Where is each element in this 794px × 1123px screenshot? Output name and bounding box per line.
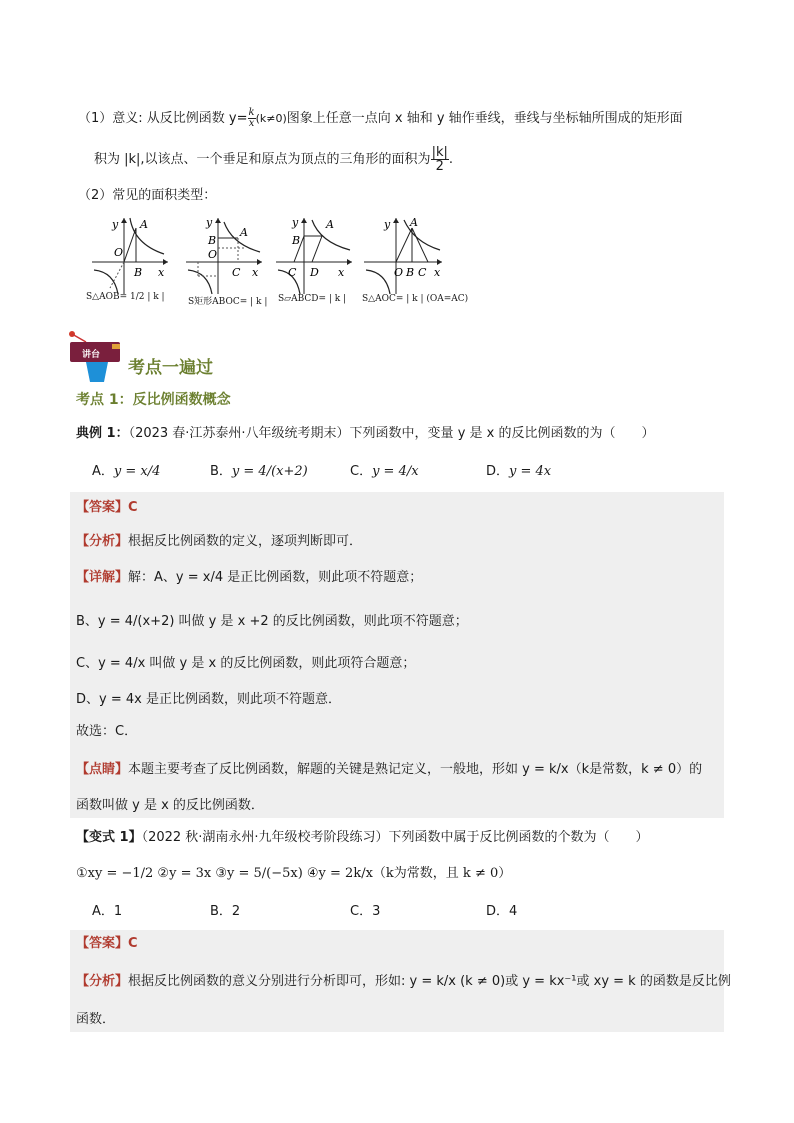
figure1-label-y: y [112, 218, 119, 231]
option-letter: B． [210, 904, 232, 919]
analysis-tag: 【分析】 [76, 974, 129, 989]
ex1-detail-a [76, 568, 422, 588]
option-letter: C． [350, 464, 373, 479]
option-letter: B． [210, 464, 232, 479]
figure4-label-a: A [410, 216, 418, 229]
option-expr: y = 4/(x+2) [231, 464, 308, 479]
option-letter: D． [486, 904, 510, 919]
ex1-label: 典例 1： [76, 426, 129, 441]
figure3-label-a: A [326, 218, 334, 231]
figure3-caption: S▱ABCD= | k | [278, 294, 347, 304]
ex1-analysis [76, 532, 362, 552]
figure4-label-o: O [394, 266, 404, 279]
answer-tag: 【答案】 [76, 500, 129, 515]
ex1-choice: 故选：C． [76, 724, 138, 739]
podium-badge-text: 讲台 [82, 350, 101, 360]
figure2-label-o: O [208, 248, 218, 261]
ex1-detail-d: D、y = 4x 是正比例函数，则此项不符题意． [76, 692, 341, 707]
analysis-text-1: 根据反比例函数的意义分别进行分析即可，形如: y = k/x (k ≠ 0)或 y = kx⁻¹或 xy = k 的函数是反比例 [128, 974, 731, 989]
var1-option-a[interactable] [92, 902, 122, 922]
var1-answer [76, 934, 138, 954]
meaning-line2-fraction [431, 146, 449, 173]
ex1-option-c[interactable] [350, 462, 419, 482]
figure1-caption: S△AOB= 1/2 | k | [86, 292, 165, 302]
fraction-denominator: x [248, 118, 255, 129]
ex1-detail-c: C、y = 4/x 叫做 y 是 x 的反比例函数，则此项符合题意； [76, 656, 416, 671]
figure4-caption: S△AOC= | k | (OA=AC) [362, 294, 469, 304]
detail-tag: 【详解】 [76, 570, 129, 585]
option-letter: A． [92, 904, 114, 919]
ex1-text: （2023 春·江苏泰州·八年级统考期末）下列函数中，变量 y 是 x 的反比例函数的为（ ） [128, 426, 655, 441]
meaning-number: （1） [78, 111, 113, 126]
figure-parallelogram-abcd [272, 214, 362, 296]
option-expr: y = 4x [509, 464, 552, 479]
figure2-label-b: B [208, 234, 217, 247]
figure-triangle-aoc [360, 214, 452, 296]
figure1-label-x: x [158, 266, 165, 279]
figure4-label-b: B [406, 266, 415, 279]
ex1-comment-2: 函数叫做 y 是 x 的反比例函数． [76, 798, 264, 813]
kp1-title: 考点 1：反比例函数概念 [76, 392, 231, 408]
answer-value: C [128, 936, 138, 951]
meaning-post: 图象上任意一点向 x 轴和 y 轴作垂线，垂线与坐标轴所围成的矩形面 [286, 111, 683, 126]
figure3-label-x: x [338, 266, 345, 279]
figure2-label-y: y [206, 216, 213, 229]
figure2-label-x: x [252, 266, 259, 279]
figure3-label-c: C [288, 266, 297, 279]
option-value: 4 [509, 904, 518, 919]
figure2-label-a: A [240, 226, 248, 239]
option-value: 1 [113, 904, 123, 919]
meaning-line2-text: 积为 |k|,以该点、一个垂足和原点为顶点的三角形的面积为 [94, 152, 431, 167]
var1-analysis-1 [76, 972, 731, 992]
ex1-option-d[interactable] [486, 462, 551, 482]
figure4-label-c: C [418, 266, 427, 279]
meaning-condition: (k≠0) [255, 112, 287, 125]
ex1-answer [76, 498, 138, 518]
meaning-line-2 [94, 146, 453, 173]
ex1-option-b[interactable] [210, 462, 308, 482]
figure4-label-x: x [434, 266, 441, 279]
detail-a-text: 解：A、y = x/4 是正比例函数，则此项不符题意； [128, 570, 423, 585]
var1-analysis-2: 函数． [76, 1012, 116, 1027]
figure-triangle-aob [88, 214, 178, 296]
option-letter: D． [486, 464, 510, 479]
figure3-label-b: B [292, 234, 301, 247]
figure1-label-a: A [140, 218, 148, 231]
figure3-label-y: y [292, 216, 299, 229]
figure-rectangle-aboc [182, 214, 272, 296]
option-expr: y = x/4 [113, 464, 161, 479]
fraction-denominator: 2 [435, 159, 444, 174]
podium-icon [64, 328, 126, 384]
figure3-label-d: D [310, 266, 319, 279]
var1-option-b[interactable] [210, 902, 240, 922]
figure1-label-b: B [134, 266, 143, 279]
comment-text-1: 本题主要考查了反比例函数，解题的关键是熟记定义，一般地，形如 y = k/x（k是常数，k ≠ 0）的 [128, 762, 703, 777]
section-title: 考点一遍过 [128, 358, 213, 378]
meaning-fraction [248, 108, 256, 129]
option-value: 3 [372, 904, 381, 919]
var1-option-c[interactable] [350, 902, 380, 922]
types-label: （2）常见的面积类型： [78, 188, 217, 203]
fraction-numerator: k [248, 107, 255, 118]
comment-tag: 【点睛】 [76, 762, 129, 777]
fraction-numerator: |k| [431, 145, 448, 160]
ex1-option-a[interactable] [92, 462, 160, 482]
analysis-tag: 【分析】 [76, 534, 129, 549]
figure4-label-y: y [384, 218, 391, 231]
meaning-line-1 [78, 108, 683, 129]
ex1-question [76, 424, 654, 444]
var1-question [76, 828, 649, 848]
figure2-caption: S矩形ABOC= | k | [188, 297, 268, 307]
figure1-label-o: O [114, 246, 124, 259]
var1-text: （2022 秋·湖南永州·九年级校考阶段练习）下列函数中属于反比例函数的个数为（ ） [141, 830, 649, 845]
option-expr: y = 4/x [372, 464, 419, 479]
analysis-text: 根据反比例函数的定义，逐项判断即可． [128, 534, 363, 549]
var1-items: ①xy = −1/2 ②y = 3x ③y = 5/(−5x) ④y = 2k/x（k为常数，且 k ≠ 0） [76, 866, 512, 881]
option-letter: C． [350, 904, 373, 919]
var1-option-d[interactable] [486, 902, 517, 922]
answer-value: C [128, 500, 138, 515]
option-value: 2 [231, 904, 241, 919]
ex1-detail-b: B、y = 4/(x+2) 叫做 y 是 x +2 的反比例函数，则此项不符题意； [76, 614, 468, 629]
figure2-label-c: C [232, 266, 241, 279]
meaning-pre: 意义: 从反比例函数 y= [112, 111, 248, 126]
option-letter: A． [92, 464, 114, 479]
answer-tag: 【答案】 [76, 936, 129, 951]
ex1-comment-1 [76, 760, 702, 780]
meaning-line2-end: . [448, 152, 453, 167]
var1-label: 【变式 1】 [76, 830, 142, 845]
